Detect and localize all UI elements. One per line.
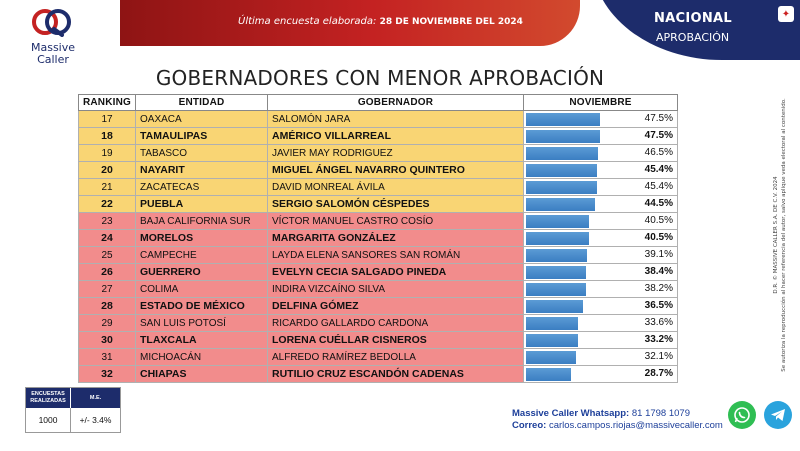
copyright-line2: Se autoriza la reproducción al hacer referencia del autor, salvo aplique veda electoral al contenido.: [781, 98, 787, 372]
rank-cell: 20: [79, 162, 136, 179]
approval-value: 33.6%: [644, 317, 673, 328]
corner-badge-icon: ✦: [778, 6, 794, 22]
approval-cell: [524, 247, 678, 264]
gobernador-cell: MARGARITA GONZÁLEZ: [268, 230, 524, 247]
column-header-ranking: RANKING: [79, 95, 136, 111]
email-label: Correo:: [512, 420, 547, 431]
table-row: [79, 349, 678, 366]
approval-bar: [526, 147, 598, 160]
approval-cell: [524, 332, 678, 349]
rank-cell: 30: [79, 332, 136, 349]
approval-bar: [526, 266, 586, 279]
approval-bar: [526, 232, 589, 245]
approval-bar: [526, 317, 578, 330]
table-row: [79, 196, 678, 213]
approval-value: 38.2%: [644, 283, 673, 294]
entidad-cell: OAXACA: [136, 111, 268, 128]
survey-label: Última encuesta elaborada:: [238, 16, 377, 27]
survey-date-text: [238, 16, 523, 27]
approval-value: 36.5%: [644, 300, 673, 311]
entidad-cell: ZACATECAS: [136, 179, 268, 196]
approval-bar: [526, 215, 589, 228]
entidad-cell: TLAXCALA: [136, 332, 268, 349]
copyright-note: [770, 90, 790, 380]
header-band: [120, 0, 580, 46]
rank-cell: 24: [79, 230, 136, 247]
ranking-table: [78, 94, 678, 383]
whatsapp-number[interactable]: 81 1798 1079: [631, 408, 690, 419]
entidad-cell: CHIAPAS: [136, 366, 268, 383]
gobernador-cell: AMÉRICO VILLARREAL: [268, 128, 524, 145]
scope-banner: [592, 0, 800, 60]
scope-label: NACIONAL: [654, 11, 732, 26]
approval-value: 47.5%: [644, 130, 673, 141]
survey-stats-box: [25, 387, 121, 433]
email-address[interactable]: carlos.campos.riojas@massivecaller.com: [548, 420, 723, 431]
entidad-cell: ESTADO DE MÉXICO: [136, 298, 268, 315]
approval-bar: [526, 198, 595, 211]
approval-value: 39.1%: [644, 249, 673, 260]
entidad-cell: NAYARIT: [136, 162, 268, 179]
stats-value-encuestas: 1000: [26, 408, 71, 432]
table-row: [79, 145, 678, 162]
rank-cell: 25: [79, 247, 136, 264]
table-row: [79, 332, 678, 349]
rank-cell: 18: [79, 128, 136, 145]
whatsapp-icon[interactable]: [728, 401, 756, 429]
approval-bar: [526, 351, 576, 364]
approval-cell: [524, 366, 678, 383]
approval-bar: [526, 368, 571, 381]
rank-cell: 27: [79, 281, 136, 298]
gobernador-cell: DAVID MONREAL ÁVILA: [268, 179, 524, 196]
rank-cell: 26: [79, 264, 136, 281]
table-row: [79, 281, 678, 298]
gobernador-cell: RUTILIO CRUZ ESCANDÓN CADENAS: [268, 366, 524, 383]
massive-caller-logo-icon: [32, 7, 72, 37]
approval-value: 38.4%: [644, 266, 673, 277]
table-row: [79, 247, 678, 264]
gobernador-cell: LAYDA ELENA SANSORES SAN ROMÁN: [268, 247, 524, 264]
approval-bar: [526, 300, 583, 313]
approval-bar: [526, 334, 578, 347]
approval-cell: [524, 264, 678, 281]
entidad-cell: GUERRERO: [136, 264, 268, 281]
approval-value: 33.2%: [644, 334, 673, 345]
brand-name-line2: Caller: [37, 53, 69, 66]
approval-cell: [524, 196, 678, 213]
approval-cell: [524, 162, 678, 179]
gobernador-cell: DELFINA GÓMEZ: [268, 298, 524, 315]
gobernador-cell: ALFREDO RAMÍREZ BEDOLLA: [268, 349, 524, 366]
approval-bar: [526, 249, 587, 262]
gobernador-cell: LORENA CUÉLLAR CISNEROS: [268, 332, 524, 349]
table-body: [79, 111, 678, 383]
gobernador-cell: MIGUEL ÁNGEL NAVARRO QUINTERO: [268, 162, 524, 179]
copyright-line1: D.R. © MASSIVE CALLER S.A. DE C.V. 2024: [773, 176, 779, 294]
gobernador-cell: EVELYN CECIA SALGADO PINEDA: [268, 264, 524, 281]
approval-cell: [524, 315, 678, 332]
telegram-icon[interactable]: [764, 401, 792, 429]
gobernador-cell: VÍCTOR MANUEL CASTRO COSÍO: [268, 213, 524, 230]
approval-bar: [526, 130, 600, 143]
gobernador-cell: JAVIER MAY RODRIGUEZ: [268, 145, 524, 162]
entidad-cell: COLIMA: [136, 281, 268, 298]
entidad-cell: SAN LUIS POTOSÍ: [136, 315, 268, 332]
table-row: [79, 162, 678, 179]
rank-cell: 32: [79, 366, 136, 383]
table-row: [79, 111, 678, 128]
table-row: [79, 366, 678, 383]
gobernador-cell: SALOMÓN JARA: [268, 111, 524, 128]
approval-cell: [524, 230, 678, 247]
approval-value: 46.5%: [644, 147, 673, 158]
table-row: [79, 230, 678, 247]
approval-cell: [524, 213, 678, 230]
table-row: [79, 315, 678, 332]
table-row: [79, 264, 678, 281]
rank-cell: 19: [79, 145, 136, 162]
rank-cell: 22: [79, 196, 136, 213]
approval-value: 28.7%: [644, 368, 673, 379]
approval-bar: [526, 164, 597, 177]
stats-value-me: +/- 3.4%: [79, 415, 112, 425]
table-row: [79, 298, 678, 315]
approval-value: 45.4%: [644, 164, 673, 175]
rank-cell: 21: [79, 179, 136, 196]
column-header-gobernador: GOBERNADOR: [268, 95, 524, 111]
column-header-entidad: ENTIDAD: [136, 95, 268, 111]
approval-bar: [526, 283, 586, 296]
rank-cell: 29: [79, 315, 136, 332]
entidad-cell: MICHOACÁN: [136, 349, 268, 366]
approval-cell: [524, 179, 678, 196]
table-row: [79, 213, 678, 230]
approval-bar: [526, 113, 600, 126]
approval-bar: [526, 181, 597, 194]
survey-date: 28 DE NOVIEMBRE DEL 2024: [379, 17, 523, 27]
rank-cell: 31: [79, 349, 136, 366]
gobernador-cell: SERGIO SALOMÓN CÉSPEDES: [268, 196, 524, 213]
rank-cell: 28: [79, 298, 136, 315]
gobernador-cell: RICARDO GALLARDO CARDONA: [268, 315, 524, 332]
table-row: [79, 179, 678, 196]
approval-value: 47.5%: [644, 113, 673, 124]
entidad-cell: PUEBLA: [136, 196, 268, 213]
approval-cell: [524, 349, 678, 366]
whatsapp-label: Massive Caller Whatsapp:: [512, 408, 630, 419]
stats-label-encuestas: ENCUESTAS REALIZADAS: [26, 388, 71, 408]
entidad-cell: BAJA CALIFORNIA SUR: [136, 213, 268, 230]
rank-cell: 23: [79, 213, 136, 230]
stats-label-me: M.E.: [89, 394, 102, 401]
rank-cell: 17: [79, 111, 136, 128]
column-header-noviembre: NOVIEMBRE: [524, 95, 678, 111]
entidad-cell: TAMAULIPAS: [136, 128, 268, 145]
metric-label: APROBACIÓN: [656, 31, 730, 44]
brand-name-line1: Massive: [30, 41, 76, 54]
table-row: [79, 128, 678, 145]
table-header-row: [79, 95, 678, 111]
contact-info: [512, 408, 723, 432]
approval-value: 40.5%: [644, 232, 673, 243]
approval-value: 44.5%: [644, 198, 673, 209]
entidad-cell: MORELOS: [136, 230, 268, 247]
entidad-cell: TABASCO: [136, 145, 268, 162]
approval-cell: [524, 281, 678, 298]
approval-cell: [524, 145, 678, 162]
approval-cell: [524, 298, 678, 315]
gobernador-cell: INDIRA VIZCAÍNO SILVA: [268, 281, 524, 298]
brand-logo: [22, 7, 80, 71]
page-title: GOBERNADORES CON MENOR APROBACIÓN: [155, 66, 605, 90]
approval-cell: [524, 111, 678, 128]
approval-value: 45.4%: [644, 181, 673, 192]
entidad-cell: CAMPECHE: [136, 247, 268, 264]
approval-cell: [524, 128, 678, 145]
approval-value: 40.5%: [644, 215, 673, 226]
approval-value: 32.1%: [644, 351, 673, 362]
